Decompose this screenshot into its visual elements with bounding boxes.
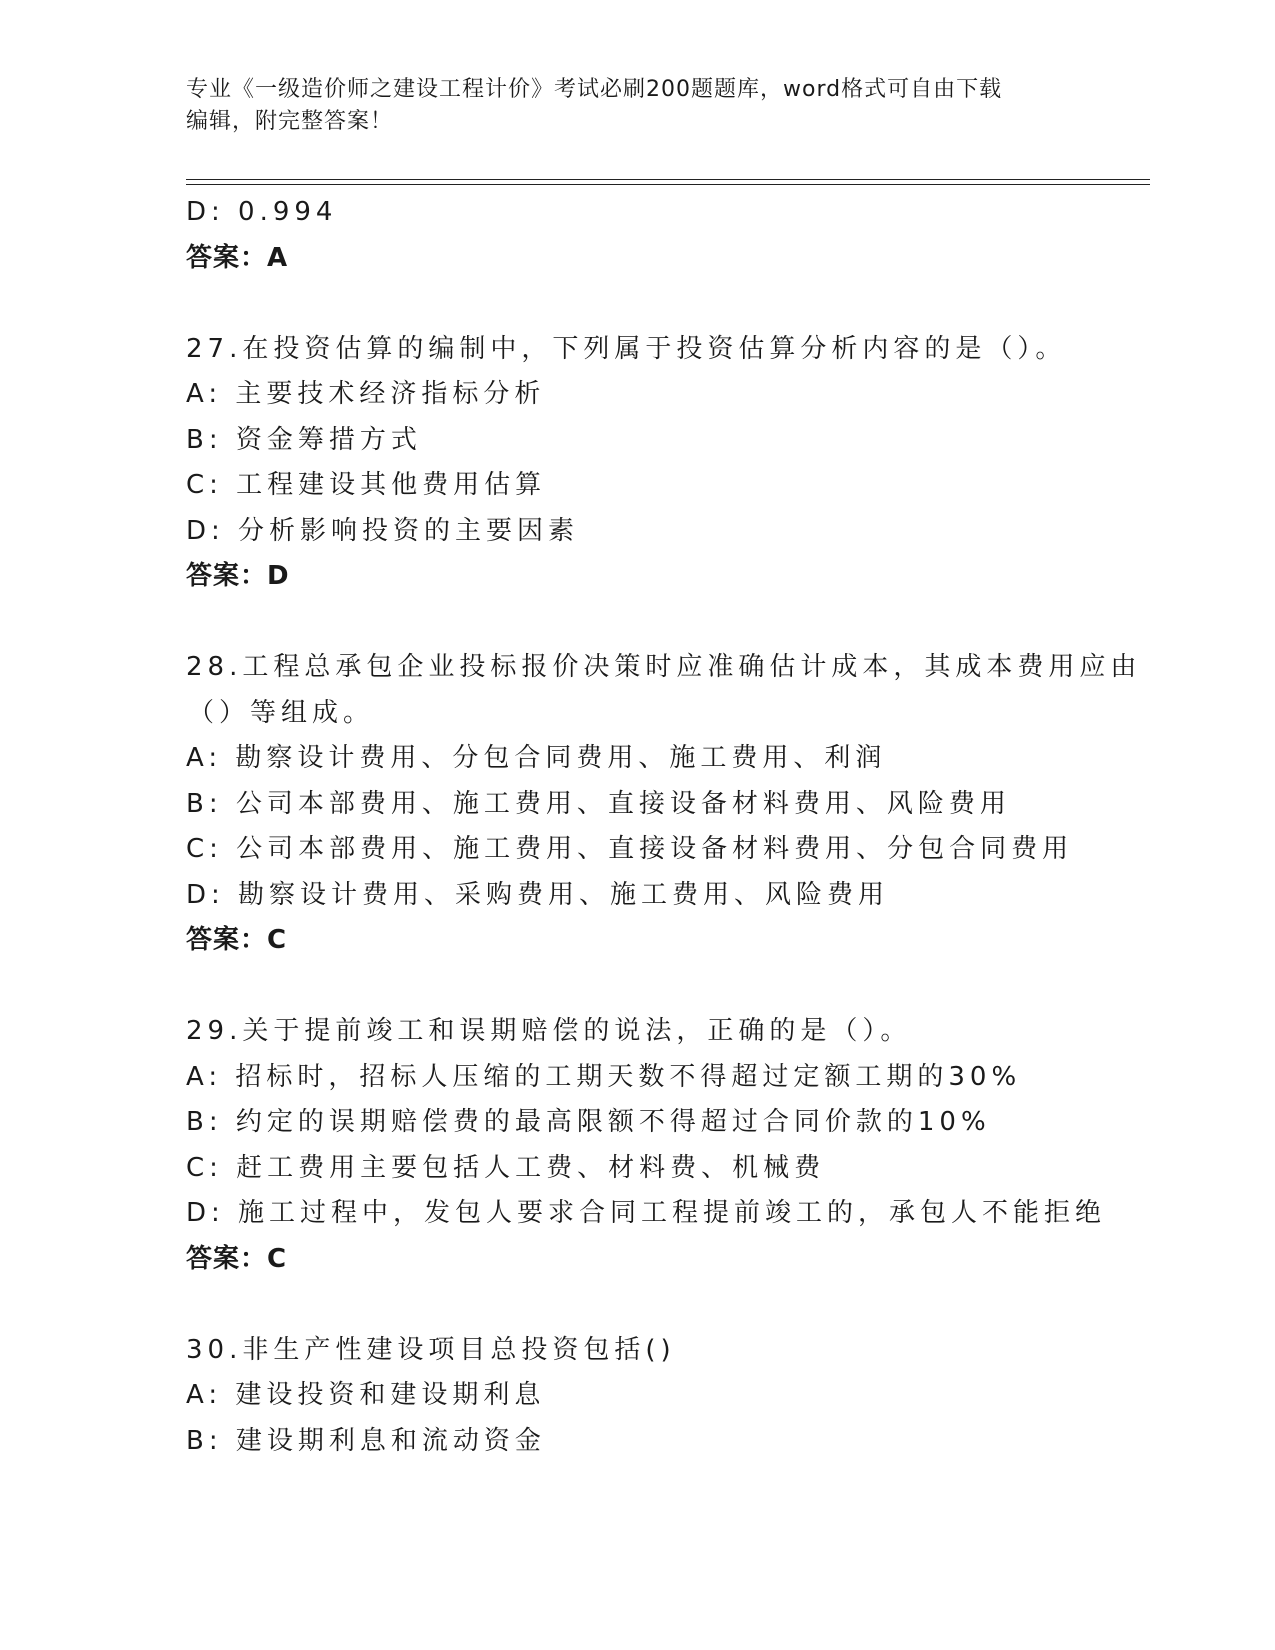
question-stem: 27.在投资估算的编制中，下列属于投资估算分析内容的是（）。 — [186, 333, 1067, 364]
question-28 — [186, 645, 1142, 964]
answer: 答案：C — [186, 925, 288, 955]
option-a: A: 勘察设计费用、分包合同费用、施工费用、利润 — [186, 743, 887, 773]
question-stem: 29.关于提前竣工和误期赔偿的说法，正确的是（）。 — [186, 1016, 912, 1046]
question-stem: 28.工程总承包企业投标报价决策时应准确估计成本，其成本费用应由 — [186, 652, 1142, 682]
question-30 — [186, 1328, 1126, 1465]
document-header — [186, 74, 1086, 138]
option-a: A: 招标时，招标人压缩的工期天数不得超过定额工期的30% — [186, 1061, 1022, 1092]
question-list — [186, 190, 1142, 1464]
header-line-2: 编辑，附完整答案！ — [186, 109, 394, 134]
header-divider-top — [186, 179, 1150, 180]
header-line-1: 专业《一级造价师之建设工程计价》考试必刷200题题库，word格式可自由下载 — [186, 77, 1003, 102]
option-a: A: 建设投资和建设期利息 — [186, 1380, 546, 1410]
header-divider-bottom — [186, 184, 1150, 185]
question-stem: 30.非生产性建设项目总投资包括() — [186, 1334, 676, 1365]
option-d: D: 分析影响投资的主要因素 — [186, 515, 580, 546]
option-a: A: 主要技术经济指标分析 — [186, 379, 546, 409]
option-c: C: 工程建设其他费用估算 — [186, 470, 547, 500]
option-c: C: 赶工费用主要包括人工费、材料费、机械费 — [186, 1152, 826, 1183]
option-b: B: 建设期利息和流动资金 — [186, 1425, 546, 1456]
question-29 — [186, 1009, 1126, 1282]
option-d: D: 0.994 — [186, 197, 338, 227]
answer: 答案：C — [186, 1243, 288, 1274]
option-b: B: 公司本部费用、施工费用、直接设备材料费用、风险费用 — [186, 788, 1011, 819]
answer: 答案：A — [186, 242, 289, 273]
question-27 — [186, 327, 1126, 600]
option-d: D: 勘察设计费用、采购费用、施工费用、风险费用 — [186, 879, 890, 910]
option-b: B: 约定的误期赔偿费的最高限额不得超过合同价款的10% — [186, 1107, 991, 1137]
option-b: B: 资金筹措方式 — [186, 424, 422, 455]
question-stem-continued: （）等组成。 — [188, 697, 375, 728]
option-d: D: 施工过程中，发包人要求合同工程提前竣工的，承包人不能拒绝 — [186, 1198, 1107, 1228]
answer: 答案：D — [186, 561, 290, 591]
option-c: C: 公司本部费用、施工费用、直接设备材料费用、分包合同费用 — [186, 834, 1074, 864]
